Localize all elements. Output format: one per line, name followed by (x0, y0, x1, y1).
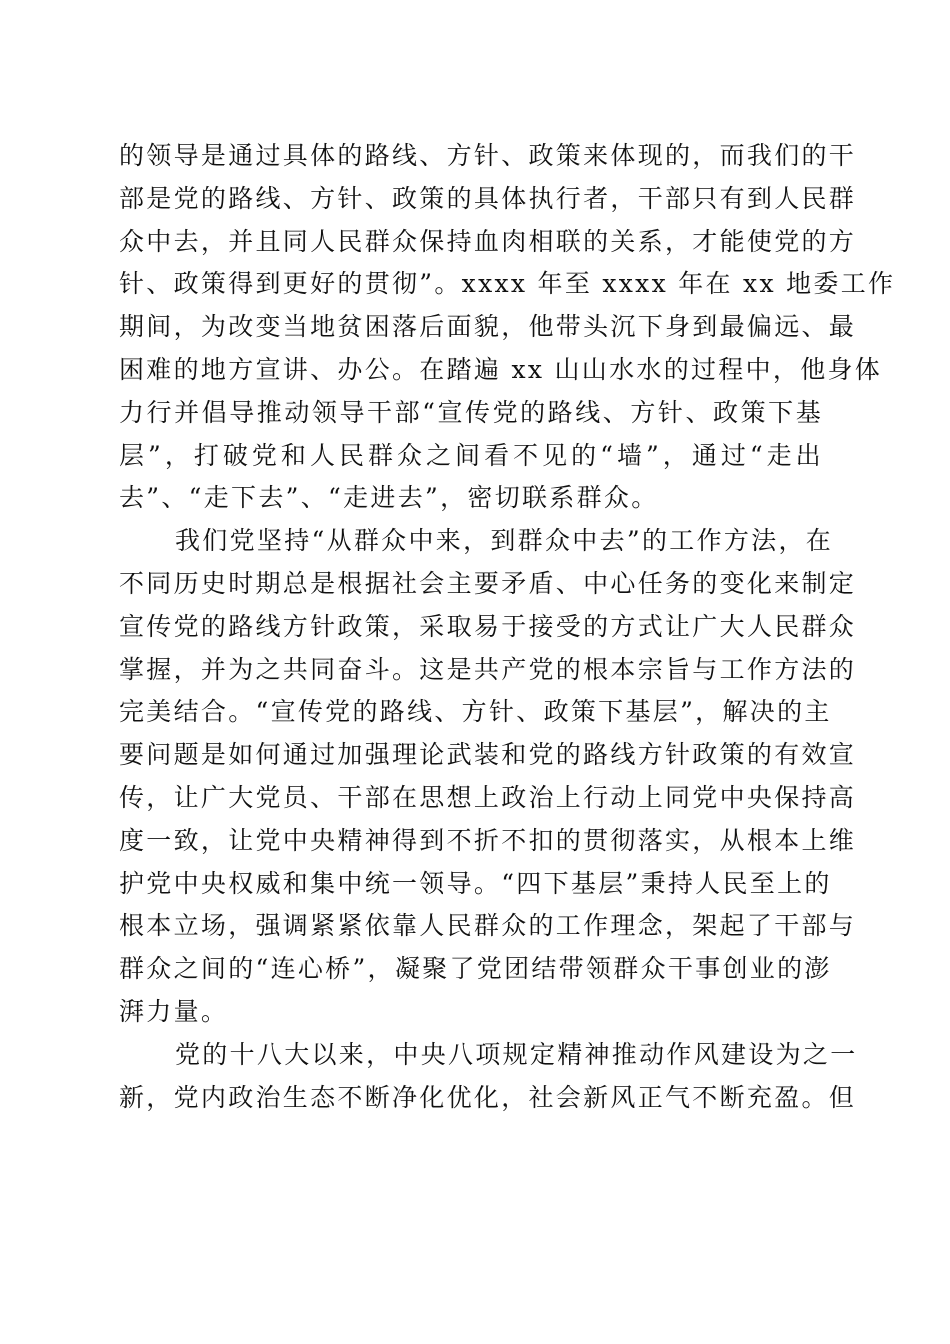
text-line: 去”、“走下去”、“走进去”，密切联系群众。 (119, 483, 659, 513)
text-line: 不同历史时期总是根据社会主要矛盾、中心任务的变化来制定 (119, 568, 857, 598)
text-line: 我们党坚持“从群众中来，到群众中去”的工作方法，在 (175, 526, 834, 556)
text-line: 新，党内政治生态不断净化优化，社会新风正气不断充盈。但 (119, 1082, 857, 1112)
text-line: 层”，打破党和人民群众之间看不见的“墙”，通过“走出 (119, 440, 823, 470)
text-line: 护党中央权威和集中统一领导。“四下基层”秉持人民至上的 (119, 868, 832, 898)
text-line: 完美结合。“宣传党的路线、方针、政策下基层”，解决的主 (119, 697, 832, 727)
paragraph-3 (119, 1034, 858, 1120)
text-line: 期间，为改变当地贫困落后面貌，他带头沉下身到最偏远、最 (119, 312, 857, 342)
text-line: 宣传党的路线方针政策，采取易于接受的方式让广大人民群众 (119, 611, 857, 641)
paragraph-1 (119, 135, 896, 520)
text-line: 群众之间的“连心桥”，凝聚了党团结带领群众干事创业的澎 (119, 954, 832, 984)
text-line: 力行并倡导推动领导干部“宣传党的路线、方针、政策下基 (119, 397, 823, 427)
text-line: 部是党的路线、方针、政策的具体执行者，干部只有到人民群 (119, 183, 857, 213)
text-line: 针、政策得到更好的贯彻”。xxxx 年至 xxxx 年在 xx 地委工作 (119, 269, 896, 299)
text-line: 党的十八大以来，中央八项规定精神推动作风建设为之一 (175, 1039, 858, 1069)
text-line: 的领导是通过具体的路线、方针、政策来体现的，而我们的干 (119, 141, 857, 170)
paragraph-2 (119, 520, 857, 1034)
text-line: 要问题是如何通过加强理论武装和党的路线方针政策的有效宣 (119, 740, 857, 770)
text-line: 困难的地方宣讲、办公。在踏遍 xx 山山水水的过程中，他身体 (119, 354, 883, 384)
text-line: 湃力量。 (119, 996, 229, 1026)
text-line: 掌握，并为之共同奋斗。这是共产党的根本宗旨与工作方法的 (119, 654, 857, 684)
text-line: 度一致，让党中央精神得到不折不扣的贯彻落实，从根本上维 (119, 825, 857, 855)
document-body (119, 135, 896, 1119)
text-line: 传，让广大党员、干部在思想上政治上行动上同党中央保持高 (119, 782, 857, 812)
text-line: 根本立场，强调紧紧依靠人民群众的工作理念，架起了干部与 (119, 911, 857, 941)
text-line: 众中去，并且同人民群众保持血肉相联的关系，才能使党的方 (119, 226, 857, 256)
